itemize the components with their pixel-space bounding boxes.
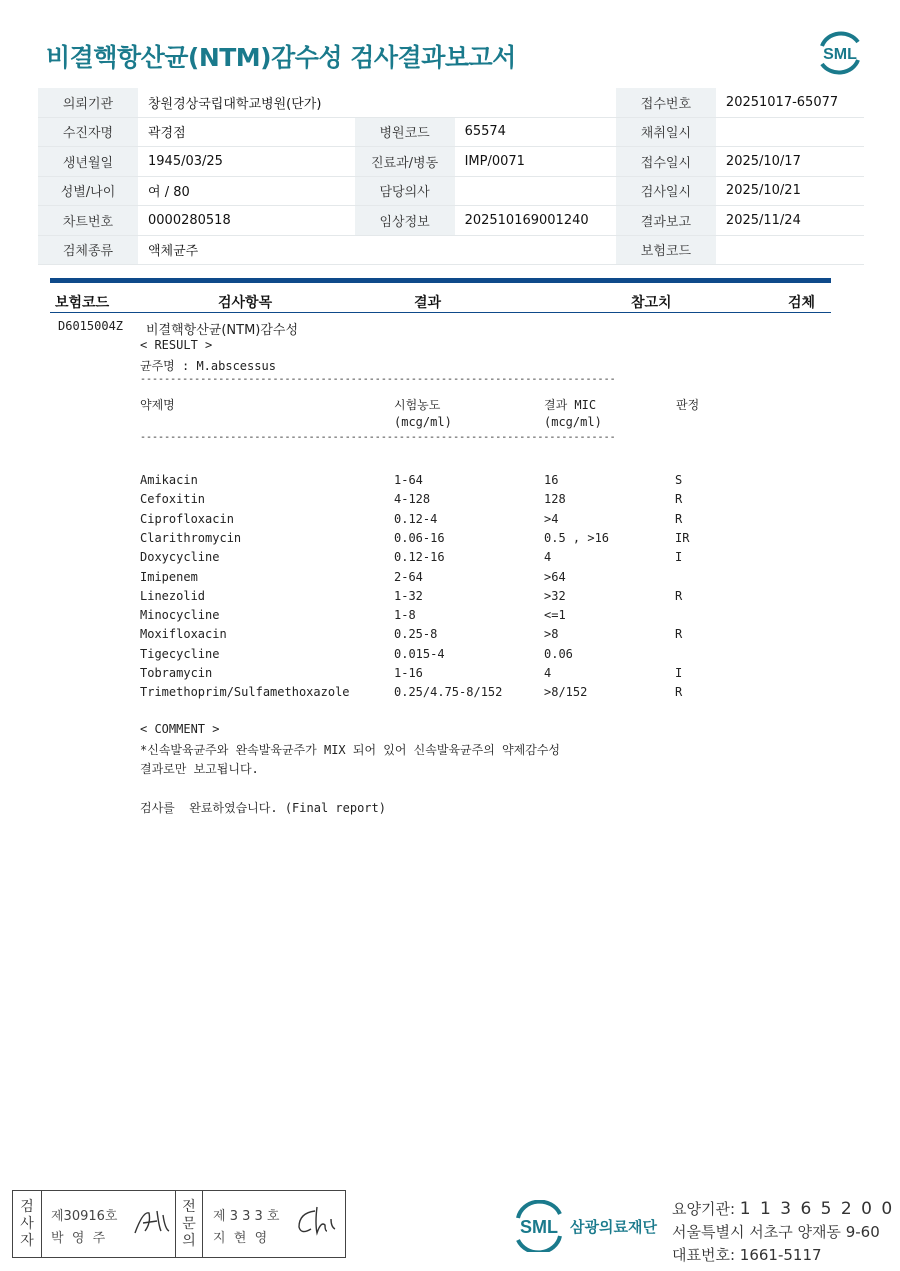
info-value: 액체균주 bbox=[138, 235, 355, 265]
info-label: 채취일시 bbox=[616, 117, 716, 147]
drug-row bbox=[140, 512, 740, 531]
drug-conc: 0.12-16 bbox=[394, 550, 445, 565]
info-label: 진료과/병동 bbox=[355, 147, 455, 177]
drug-row bbox=[140, 685, 740, 704]
drug-conc: 2-64 bbox=[394, 569, 423, 584]
info-value: 2025/10/21 bbox=[716, 176, 864, 206]
footer-org-name: 삼광의료재단 bbox=[570, 1218, 657, 1236]
drug-judgement: R bbox=[675, 588, 683, 603]
drug-judgement: R bbox=[675, 685, 683, 700]
info-value: 창원경상국립대학교병원(단가) bbox=[138, 88, 355, 117]
footer-phone-line bbox=[672, 1244, 822, 1265]
final-report-note: 검사를 완료하였습니다. (Final report) bbox=[140, 801, 386, 815]
info-label: 검체종류 bbox=[38, 235, 138, 265]
drug-judgement: R bbox=[675, 627, 683, 642]
drug-row bbox=[140, 589, 740, 608]
drug-name: Moxifloxacin bbox=[140, 627, 227, 642]
drug-conc: 0.25-8 bbox=[394, 627, 438, 642]
info-label bbox=[355, 235, 455, 265]
drug-judgement: R bbox=[675, 511, 683, 526]
info-label: 접수일시 bbox=[616, 147, 716, 177]
info-row bbox=[38, 235, 864, 265]
info-label: 생년월일 bbox=[38, 147, 138, 177]
footer-sml-icon bbox=[510, 1200, 568, 1252]
drug-name: Doxycycline bbox=[140, 550, 220, 565]
drug-judgement: S bbox=[675, 473, 683, 487]
drug-mic: <=1 bbox=[544, 608, 566, 623]
divider-bottom: ------------------------------------------------------------------------------- bbox=[140, 432, 616, 443]
drug-row bbox=[140, 627, 740, 646]
drug-mic: 128 bbox=[544, 492, 566, 507]
footer-phone-label: 대표번호: bbox=[672, 1246, 736, 1264]
info-value bbox=[455, 88, 616, 117]
col-header-item: 검사항목 bbox=[218, 295, 273, 311]
hdr-drug: 약제명 bbox=[140, 398, 175, 412]
info-value bbox=[455, 176, 616, 206]
drug-name: Tigecycline bbox=[140, 646, 220, 661]
drug-conc: 1-64 bbox=[394, 473, 423, 487]
drug-name: Cefoxitin bbox=[140, 492, 206, 507]
patient-info-table bbox=[38, 88, 864, 265]
info-value bbox=[716, 117, 864, 147]
hdr-judge: 판정 bbox=[676, 398, 700, 412]
drug-row bbox=[140, 492, 740, 511]
info-label bbox=[355, 88, 455, 117]
drug-mic: 4 bbox=[544, 550, 552, 565]
hdr-conc: 시험농도 bbox=[394, 398, 441, 412]
divider-top: ------------------------------------------------------------------------------- bbox=[140, 374, 616, 385]
footer-logo bbox=[510, 1200, 657, 1256]
footer-phone: 1661-5117 bbox=[739, 1246, 822, 1264]
svg-text:SML: SML bbox=[520, 1217, 558, 1237]
info-row bbox=[38, 88, 864, 117]
drug-conc: 1-32 bbox=[394, 588, 423, 603]
info-value: 0000280518 bbox=[138, 206, 355, 236]
drug-conc: 1-16 bbox=[394, 666, 423, 680]
info-value: IMP/0071 bbox=[455, 147, 616, 177]
hdr-mic-unit: (mcg/ml) bbox=[544, 415, 602, 429]
drug-name: Minocycline bbox=[140, 608, 220, 623]
info-value: 여 / 80 bbox=[138, 176, 355, 206]
signature-box bbox=[12, 1190, 346, 1258]
header-underline bbox=[50, 312, 831, 313]
drug-row bbox=[140, 473, 740, 492]
drug-mic: >8 bbox=[544, 627, 559, 642]
footer-code-label: 요양기관: bbox=[672, 1200, 736, 1218]
hdr-mic: 결과 MIC bbox=[544, 398, 597, 412]
comment-tag: < COMMENT > bbox=[140, 722, 220, 736]
drug-conc: 0.25/4.75-8/152 bbox=[394, 685, 503, 700]
info-value bbox=[716, 235, 864, 265]
drug-mic: 4 bbox=[544, 666, 552, 680]
drug-name: Amikacin bbox=[140, 473, 198, 487]
drug-mic: >64 bbox=[544, 569, 566, 584]
expert-label-cell bbox=[175, 1191, 203, 1257]
drug-mic: >8/152 bbox=[544, 685, 588, 700]
info-label: 병원코드 bbox=[355, 117, 455, 147]
col-header-code: 보험코드 bbox=[55, 295, 110, 311]
footer-address: 서울특별시 서초구 양재동 9-60 bbox=[672, 1223, 880, 1241]
sml-logo bbox=[812, 28, 868, 78]
drug-row bbox=[140, 608, 740, 627]
comment-line-1: *신속발육균주와 완속발육균주가 MIX 되어 있어 신속발육균주의 약제감수성 bbox=[140, 743, 561, 757]
drug-name: Tobramycin bbox=[140, 666, 213, 680]
tester-signature bbox=[131, 1205, 175, 1239]
test-code: D6015004Z bbox=[58, 319, 124, 333]
drug-conc: 1-8 bbox=[394, 608, 416, 623]
expert-signature bbox=[293, 1203, 341, 1239]
drug-judgement: I bbox=[675, 666, 683, 680]
expert-license: 제 3 3 3 호 bbox=[213, 1209, 280, 1224]
info-label: 담당의사 bbox=[355, 176, 455, 206]
drug-conc: 0.015-4 bbox=[394, 646, 445, 661]
info-label: 의뢰기관 bbox=[38, 88, 138, 117]
info-row bbox=[38, 117, 864, 147]
drug-name: Imipenem bbox=[140, 569, 198, 584]
drug-mic: 0.5 , >16 bbox=[544, 530, 610, 545]
comment-line-2: 결과로만 보고됩니다. bbox=[140, 762, 259, 776]
drug-row bbox=[140, 550, 740, 569]
info-label: 결과보고 bbox=[616, 206, 716, 236]
result-tag: < RESULT > bbox=[140, 338, 213, 352]
info-value: 2025/10/17 bbox=[716, 147, 864, 177]
info-value: 곽경점 bbox=[138, 117, 355, 147]
drug-judgement: R bbox=[675, 492, 683, 507]
drug-name: Clarithromycin bbox=[140, 530, 242, 545]
tester-license: 제30916호 bbox=[51, 1209, 118, 1224]
drug-name: Ciprofloxacin bbox=[140, 511, 234, 526]
info-value: 202510169001240 bbox=[455, 206, 616, 236]
tester-label: 검사자 bbox=[20, 1199, 34, 1249]
info-label: 검사일시 bbox=[616, 176, 716, 206]
info-value: 65574 bbox=[455, 117, 616, 147]
drug-mic: 0.06 bbox=[544, 646, 573, 661]
info-label: 임상정보 bbox=[355, 206, 455, 236]
info-value: 1945/03/25 bbox=[138, 147, 355, 177]
info-label: 수진자명 bbox=[38, 117, 138, 147]
drug-name: Trimethoprim/Sulfamethoxazole bbox=[140, 685, 350, 700]
drug-conc: 0.12-4 bbox=[394, 511, 438, 526]
tester-label-cell bbox=[13, 1191, 42, 1257]
info-label: 보험코드 bbox=[616, 235, 716, 265]
expert-name: 지 현 영 bbox=[213, 1231, 268, 1246]
svg-text:SML: SML bbox=[823, 46, 857, 63]
organism-line: 균주명 : M.abscessus bbox=[140, 359, 276, 373]
drug-conc: 0.06-16 bbox=[394, 530, 445, 545]
drug-judgement: I bbox=[675, 550, 683, 565]
drug-mic: >32 bbox=[544, 588, 566, 603]
drug-row bbox=[140, 647, 740, 666]
footer-code-line bbox=[672, 1198, 894, 1219]
drug-conc: 4-128 bbox=[394, 492, 431, 507]
info-value: 2025/11/24 bbox=[716, 206, 864, 236]
test-name: 비결핵항산균(NTM)감수성 bbox=[146, 323, 299, 338]
col-header-reference: 참고치 bbox=[631, 295, 672, 311]
drug-row bbox=[140, 531, 740, 550]
info-label: 접수번호 bbox=[616, 88, 716, 117]
info-value bbox=[455, 235, 616, 265]
drug-row bbox=[140, 666, 740, 685]
info-value: 20251017-65077 bbox=[716, 88, 864, 117]
info-label: 성별/나이 bbox=[38, 176, 138, 206]
info-label: 차트번호 bbox=[38, 206, 138, 236]
header-rule bbox=[50, 278, 831, 283]
drug-row bbox=[140, 570, 740, 589]
hdr-conc-unit: (mcg/ml) bbox=[394, 415, 452, 429]
expert-label: 전문의 bbox=[182, 1199, 196, 1249]
drug-mic: >4 bbox=[544, 511, 559, 526]
footer-code: 1 1 3 6 5 2 0 0 bbox=[739, 1199, 895, 1219]
info-row bbox=[38, 176, 864, 206]
drug-judgement: IR bbox=[675, 530, 690, 545]
col-header-result: 결과 bbox=[414, 295, 442, 311]
drug-name: Linezolid bbox=[140, 588, 206, 603]
drug-mic: 16 bbox=[544, 473, 559, 487]
report-title: 비결핵항산균(NTM)감수성 검사결과보고서 bbox=[46, 43, 516, 72]
tester-name: 박 영 주 bbox=[51, 1231, 106, 1246]
info-row bbox=[38, 147, 864, 177]
info-row bbox=[38, 206, 864, 236]
col-header-specimen: 검체 bbox=[788, 295, 816, 311]
